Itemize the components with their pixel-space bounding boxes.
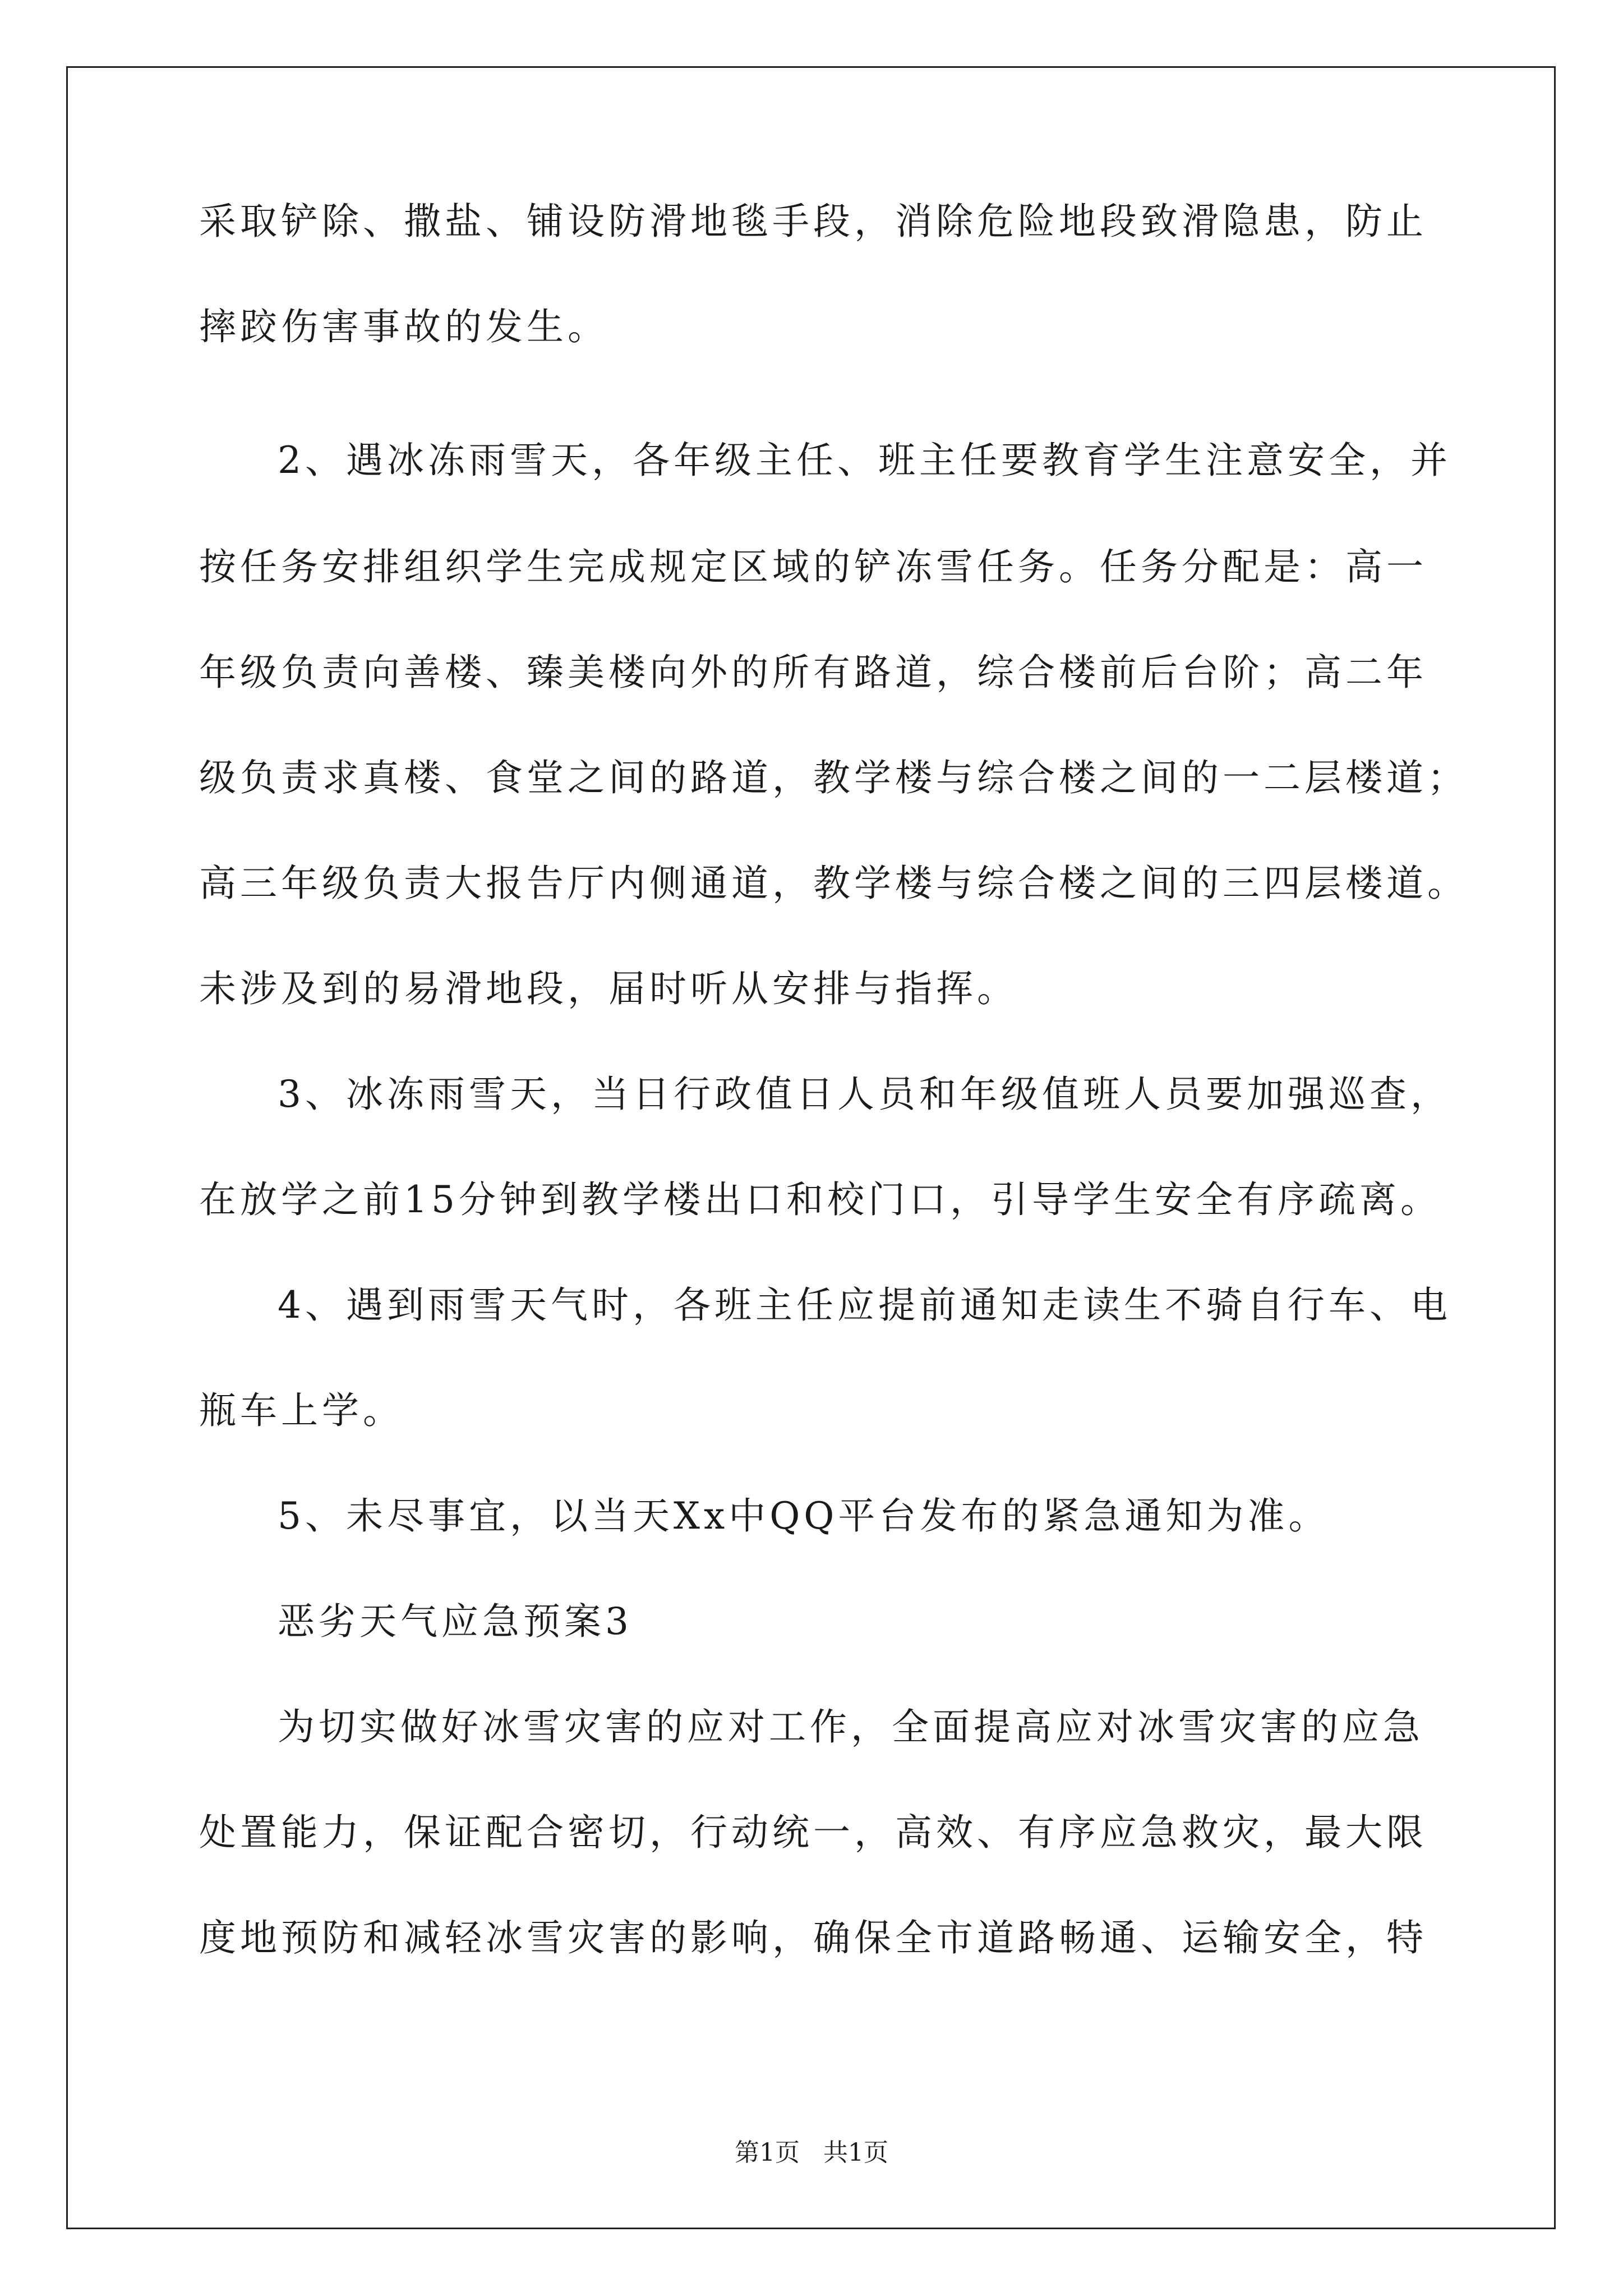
paragraph-start-line: 2、遇冰冻雨雪天，各年级主任、班主任要教育学生注意安全，并 bbox=[278, 439, 1451, 482]
text-line: 在放学之前15分钟到教学楼出口和校门口，引导学生安全有序疏离。 bbox=[199, 1178, 1441, 1221]
text-line: 级负责求真楼、食堂之间的路道，教学楼与综合楼之间的一二层楼道； bbox=[199, 756, 1468, 799]
text-line: 按任务安排组织学生完成规定区域的铲冻雪任务。任务分配是：高一 bbox=[199, 545, 1427, 588]
text-line: 未涉及到的易滑地段，届时听从安排与指挥。 bbox=[199, 967, 1018, 1010]
paragraph-start-line: 4、遇到雨雪天气时，各班主任应提前通知走读生不骑自行车、电 bbox=[278, 1283, 1451, 1327]
page-border bbox=[66, 66, 1556, 2229]
page-footer: 第1页 共1页 bbox=[735, 2138, 888, 2167]
paragraph-start-line: 3、冰冻雨雪天，当日行政值日人员和年级值班人员要加强巡查， bbox=[278, 1073, 1451, 1116]
text-line: 度地预防和减轻冰雪灾害的影响，确保全市道路畅通、运输安全，特 bbox=[199, 1916, 1427, 1959]
paragraph-start-line: 为切实做好冰雪灾害的应对工作，全面提高应对冰雪灾害的应急 bbox=[278, 1705, 1424, 1749]
paragraph-start-line: 5、未尽事宜，以当天Xx中QQ平台发布的紧急通知为准。 bbox=[278, 1494, 1330, 1538]
text-line: 摔跤伤害事故的发生。 bbox=[199, 305, 608, 348]
text-line: 瓶车上学。 bbox=[199, 1389, 404, 1432]
text-line: 采取铲除、撒盐、铺设防滑地毯手段，消除危险地段致滑隐患，防止 bbox=[199, 200, 1427, 243]
text-line: 年级负责向善楼、臻美楼向外的所有路道，综合楼前后台阶；高二年 bbox=[199, 651, 1427, 694]
section-heading: 恶劣天气应急预案3 bbox=[278, 1600, 633, 1643]
text-line: 处置能力，保证配合密切，行动统一，高效、有序应急救灾，最大限 bbox=[199, 1811, 1427, 1854]
text-line: 高三年级负责大报告厅内侧通道，教学楼与综合楼之间的三四层楼道。 bbox=[199, 862, 1468, 905]
